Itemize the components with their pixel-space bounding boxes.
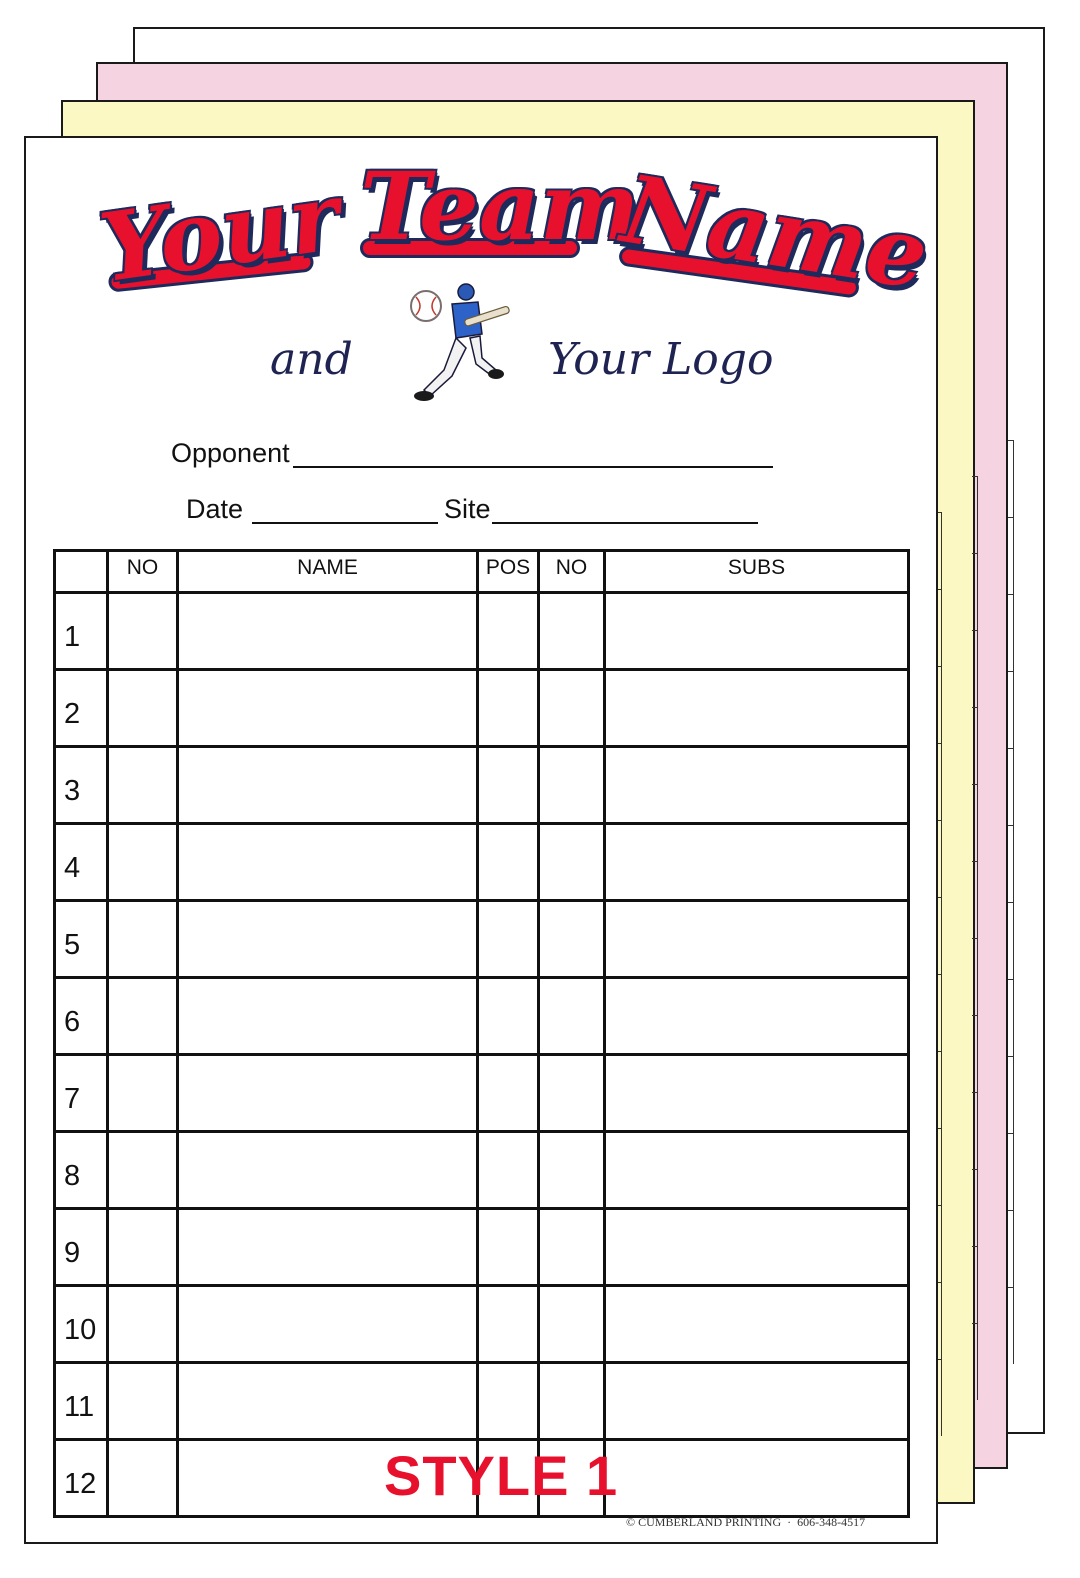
name-cell[interactable] xyxy=(178,824,478,901)
date-label: Date xyxy=(186,494,244,524)
row-number: 9 xyxy=(55,1209,108,1286)
row-number: 4 xyxy=(55,824,108,901)
subs-cell[interactable] xyxy=(605,1363,909,1440)
subs-cell[interactable] xyxy=(605,978,909,1055)
table-row xyxy=(55,747,909,824)
table-row xyxy=(55,1209,909,1286)
table-row xyxy=(55,824,909,901)
lineup-table xyxy=(53,549,910,1518)
name-cell[interactable] xyxy=(178,1132,478,1209)
subs-cell[interactable] xyxy=(605,670,909,747)
table-row xyxy=(55,978,909,1055)
row-number: 1 xyxy=(55,593,108,670)
no-cell[interactable] xyxy=(108,901,178,978)
table-row xyxy=(55,670,909,747)
name-cell[interactable] xyxy=(178,901,478,978)
row-number: 2 xyxy=(55,670,108,747)
pink-sheet-edge-tabs xyxy=(972,476,978,1400)
subs-cell[interactable] xyxy=(605,747,909,824)
sub-no-cell[interactable] xyxy=(539,593,605,670)
pos-cell[interactable] xyxy=(478,747,539,824)
subs-cell[interactable] xyxy=(605,901,909,978)
pos-cell[interactable] xyxy=(478,901,539,978)
site-label: Site xyxy=(444,494,491,524)
name-cell[interactable] xyxy=(178,1209,478,1286)
row-number: 12 xyxy=(55,1440,108,1517)
name-cell[interactable] xyxy=(178,1286,478,1363)
pos-cell[interactable] xyxy=(478,1055,539,1132)
header-no: NO xyxy=(108,551,178,593)
subs-cell[interactable] xyxy=(605,593,909,670)
table-row xyxy=(55,1286,909,1363)
sub-no-cell[interactable] xyxy=(539,670,605,747)
table-row xyxy=(55,593,909,670)
row-number: 8 xyxy=(55,1132,108,1209)
pos-cell[interactable] xyxy=(478,1286,539,1363)
pos-cell[interactable] xyxy=(478,978,539,1055)
no-cell[interactable] xyxy=(108,593,178,670)
subs-cell[interactable] xyxy=(605,1132,909,1209)
subs-cell[interactable] xyxy=(605,1055,909,1132)
table-row xyxy=(55,901,909,978)
table-row xyxy=(55,1363,909,1440)
pos-cell[interactable] xyxy=(478,670,539,747)
pos-cell[interactable] xyxy=(478,1209,539,1286)
no-cell[interactable] xyxy=(108,824,178,901)
baseball-batter-icon xyxy=(404,282,516,406)
no-cell[interactable] xyxy=(108,670,178,747)
table-row xyxy=(55,1055,909,1132)
row-number: 11 xyxy=(55,1363,108,1440)
header-sub-no: NO xyxy=(539,551,605,593)
sub-no-cell[interactable] xyxy=(539,1286,605,1363)
subs-cell[interactable] xyxy=(605,824,909,901)
header-name: NAME xyxy=(178,551,478,593)
sub-no-cell[interactable] xyxy=(539,1363,605,1440)
sub-no-cell[interactable] xyxy=(539,747,605,824)
header-subs: SUBS xyxy=(605,551,909,593)
name-cell[interactable] xyxy=(178,1363,478,1440)
no-cell[interactable] xyxy=(108,747,178,824)
and-text: and xyxy=(270,334,353,385)
baseball-icon xyxy=(411,291,441,321)
sub-no-cell[interactable] xyxy=(539,1055,605,1132)
opponent-field[interactable] xyxy=(293,466,773,468)
style-label: STYLE 1 xyxy=(384,1444,619,1507)
no-cell[interactable] xyxy=(108,1209,178,1286)
header-order xyxy=(55,551,108,593)
no-cell[interactable] xyxy=(108,1286,178,1363)
site-field[interactable] xyxy=(492,522,758,524)
name-cell[interactable] xyxy=(178,978,478,1055)
opponent-label: Opponent xyxy=(171,438,290,468)
lineup-header-row xyxy=(55,551,909,593)
team-name-word-team: Team xyxy=(360,152,640,262)
header-pos: POS xyxy=(478,551,539,593)
sub-no-cell[interactable] xyxy=(539,824,605,901)
name-cell[interactable] xyxy=(178,593,478,670)
your-logo-text: Your Logo xyxy=(548,334,774,385)
back-sheet-edge-tabs xyxy=(1008,440,1014,1364)
name-cell[interactable] xyxy=(178,670,478,747)
row-number: 5 xyxy=(55,901,108,978)
pos-cell[interactable] xyxy=(478,824,539,901)
subs-cell[interactable] xyxy=(605,1209,909,1286)
pos-cell[interactable] xyxy=(478,1132,539,1209)
pos-cell[interactable] xyxy=(478,593,539,670)
copyright-text: © CUMBERLAND PRINTING · 606-348-4517 xyxy=(626,1515,866,1529)
sub-no-cell[interactable] xyxy=(539,1132,605,1209)
row-number: 6 xyxy=(55,978,108,1055)
subs-cell[interactable] xyxy=(605,1440,909,1517)
date-field[interactable] xyxy=(252,522,438,524)
row-number: 7 xyxy=(55,1055,108,1132)
no-cell[interactable] xyxy=(108,1363,178,1440)
no-cell[interactable] xyxy=(108,1132,178,1209)
pos-cell[interactable] xyxy=(478,1363,539,1440)
sub-no-cell[interactable] xyxy=(539,901,605,978)
row-number: 3 xyxy=(55,747,108,824)
table-row xyxy=(55,1132,909,1209)
name-cell[interactable] xyxy=(178,747,478,824)
row-number: 10 xyxy=(55,1286,108,1363)
no-cell[interactable] xyxy=(108,1055,178,1132)
subs-cell[interactable] xyxy=(605,1286,909,1363)
name-cell[interactable] xyxy=(178,1055,478,1132)
team-name-word-your: Your xyxy=(93,161,346,305)
no-cell[interactable] xyxy=(108,1440,178,1517)
no-cell[interactable] xyxy=(108,978,178,1055)
team-name-word-name: Name xyxy=(615,154,935,312)
sub-no-cell[interactable] xyxy=(539,1209,605,1286)
sub-no-cell[interactable] xyxy=(539,978,605,1055)
